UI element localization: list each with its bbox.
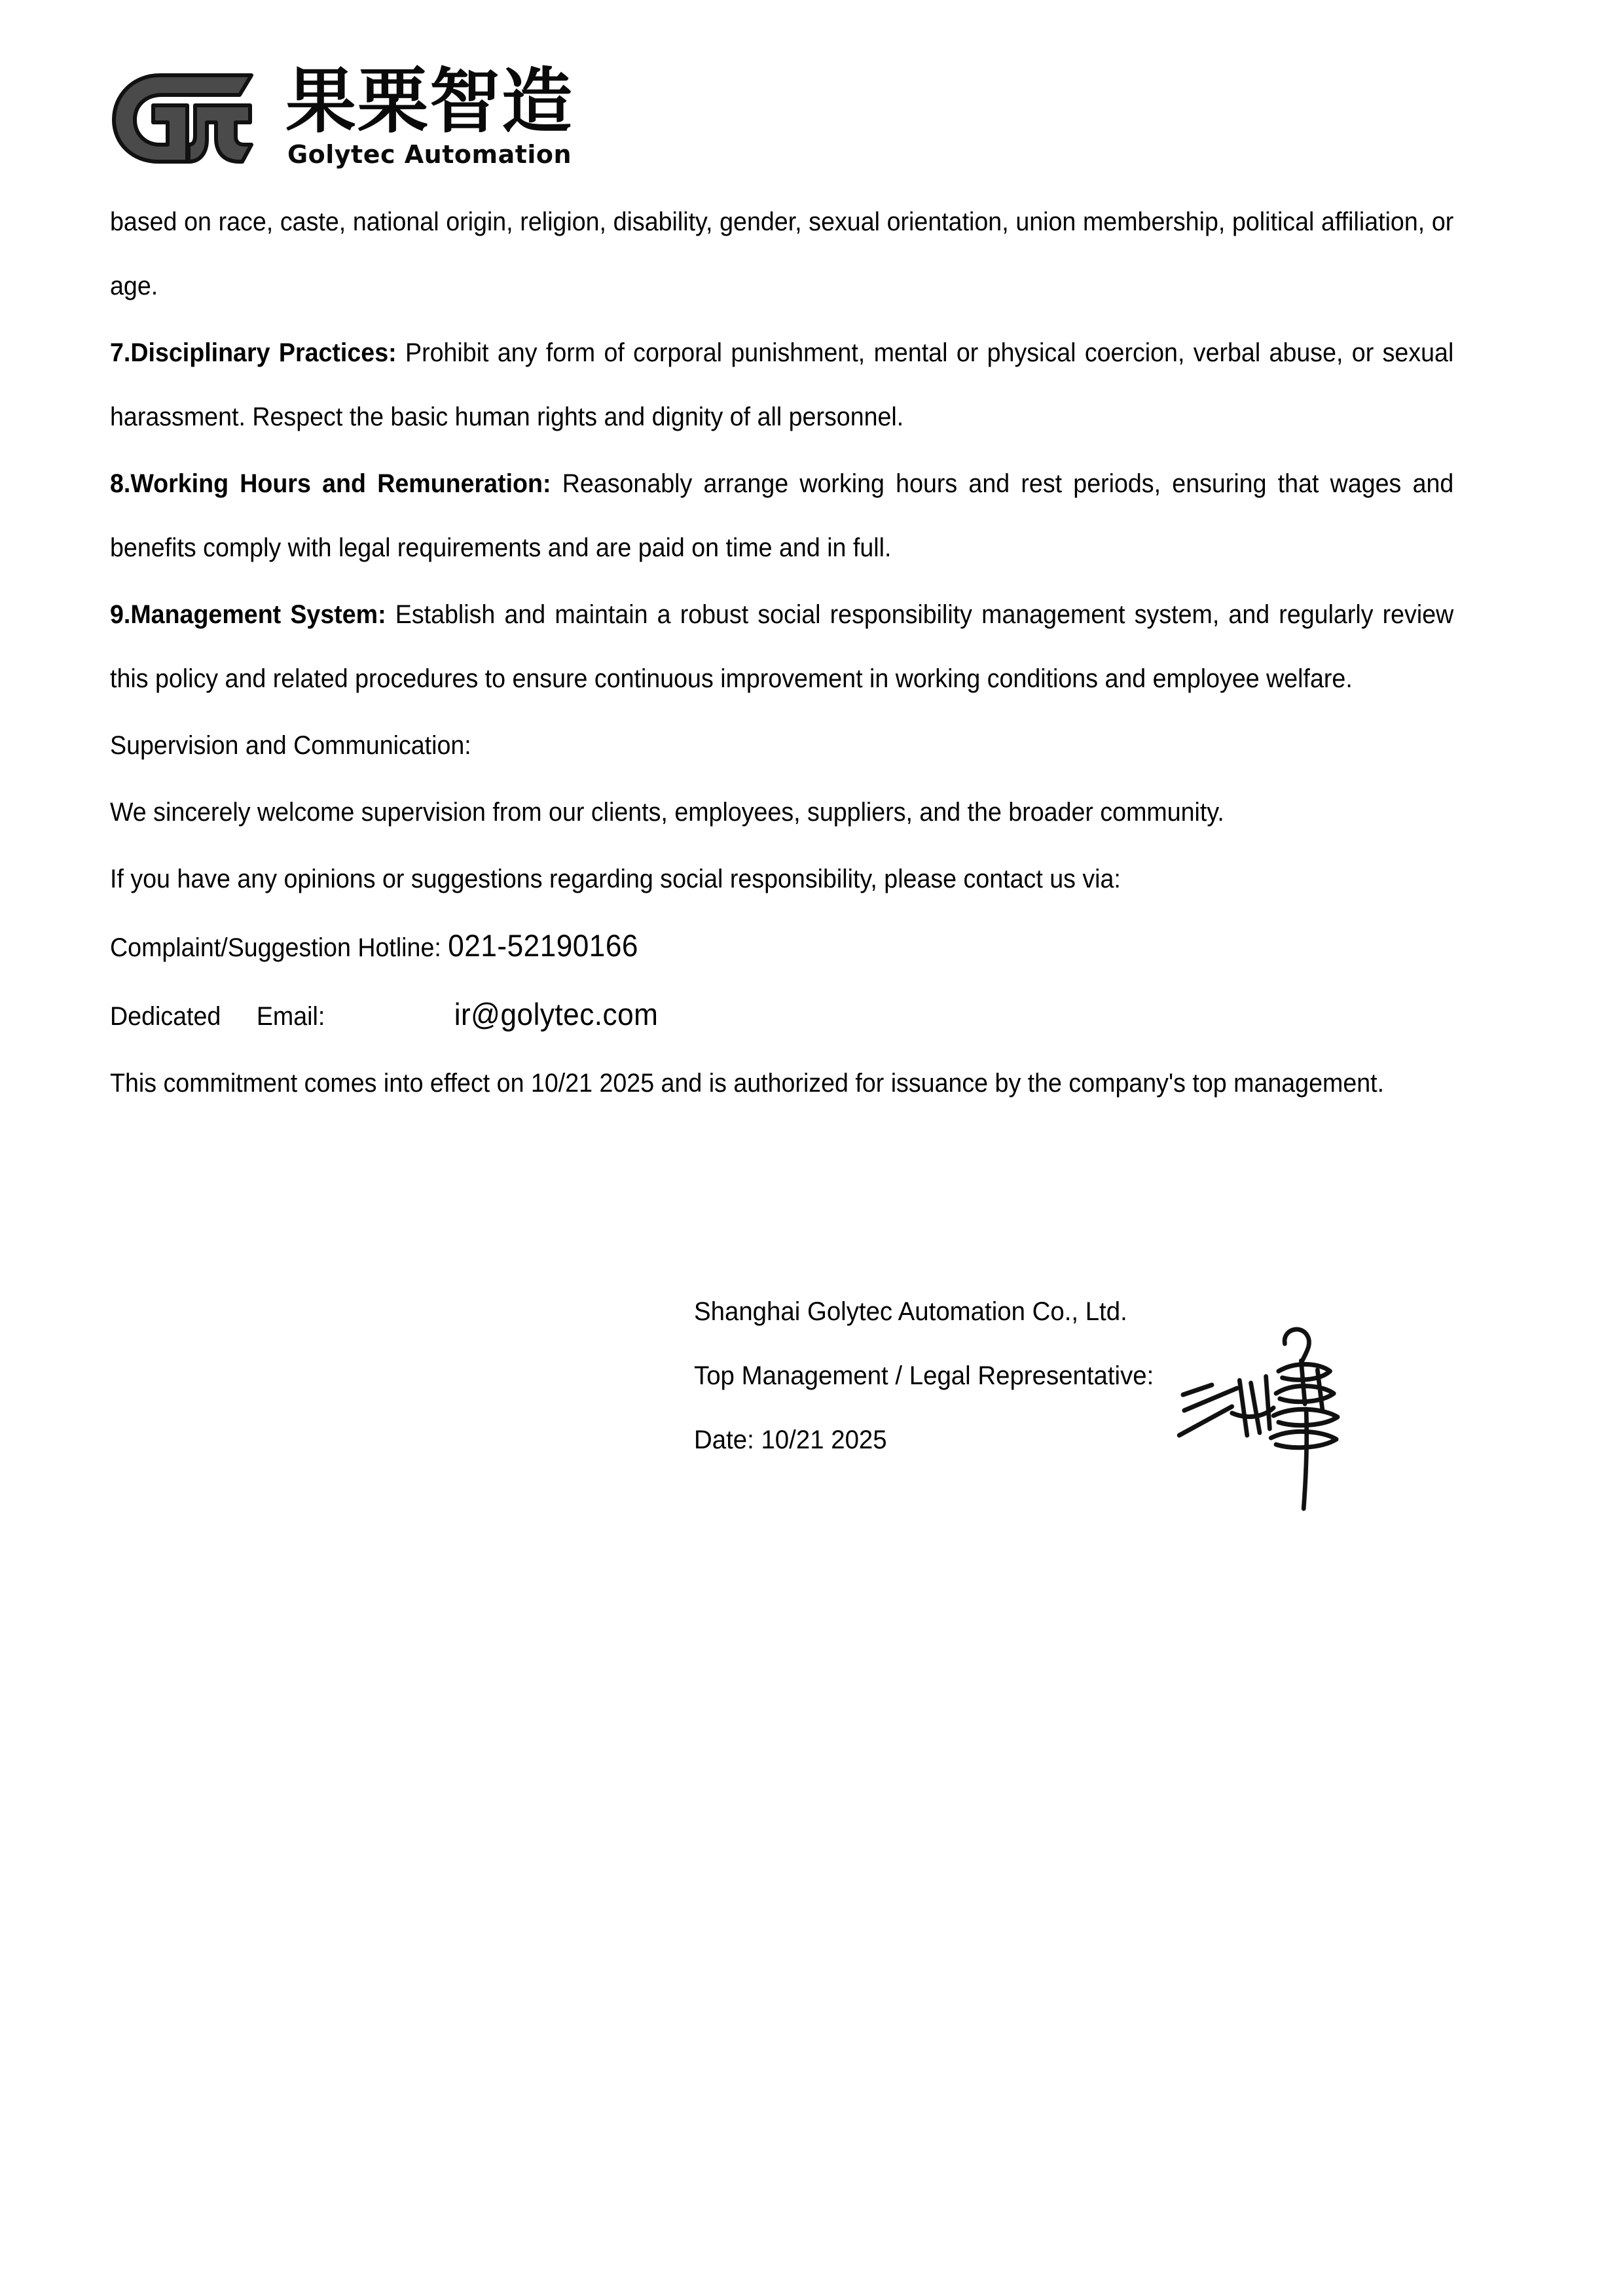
supervision-heading: Supervision and Communication: [110,731,471,760]
section-9-lead: 9.Management System: [110,600,386,629]
hotline-line [110,914,1453,980]
section-8-lead: 8.Working Hours and Remuneration: [110,469,551,498]
effective-date-statement: This commitment comes into effect on 10/21 2025 and is authorized for issuance by the company's top management. [110,1069,1385,1098]
paragraph-continuation: based on race, caste, national origin, religion, disability, gender, sexual orientation, union membership, political affiliation, or age. [110,207,1454,300]
supervision-statement: We sincerely welcome supervision from our clients, employees, suppliers, and the broader community. [110,798,1224,827]
representative-row [694,1344,1385,1408]
signing-company-name: Shanghai Golytec Automation Co., Ltd. [694,1297,1127,1326]
section-8-text: Reasonably arrange working hours and rest periods, ensuring that wages and benefits comply with legal requirements and are paid on time and in full. [110,469,1454,562]
representative-label: Top Management / Legal Representative: [694,1361,1154,1390]
contact-intro: If you have any opinions or suggestions regarding social responsibility, please contact us via: [110,865,1121,893]
email-label-part1: Dedicated [110,1002,221,1031]
hotline-label: Complaint/Suggestion Hotline: [110,933,441,962]
section-7-disciplinary-practices [110,321,1453,449]
email-value: ir@golytec.com [454,997,659,1031]
signature-block [694,1280,1414,1472]
logo-chinese-name: 果栗智造 [285,61,574,143]
letterhead [111,62,574,169]
section-9-management-system [110,583,1453,711]
logo-english-name: Golytec Automation [287,140,572,170]
golytec-g-logo-icon [111,71,262,166]
section-9-text: Establish and maintain a robust social responsibility management system, and regularly review this policy and related procedures to ensure continuous improvement in working conditions and employee welfare. [110,600,1454,693]
email-label-part2: Email: [256,1002,325,1031]
logo-wordmark [285,62,574,169]
section-7-lead: 7.Disciplinary Practices: [110,338,397,367]
email-row [110,982,1453,1049]
section-7-text: Prohibit any form of corporal punishment, mental or physical coercion, verbal abuse, or sexual harassment. Respect the basic human rights and dignity of all personnel. [110,338,1454,431]
document-body [110,190,1453,1118]
section-8-working-hours-remuneration [110,452,1453,580]
hotline-value: 021-52190166 [448,928,638,963]
signature-date: Date: 10/21 2025 [694,1426,887,1454]
email-line [110,982,1453,1049]
